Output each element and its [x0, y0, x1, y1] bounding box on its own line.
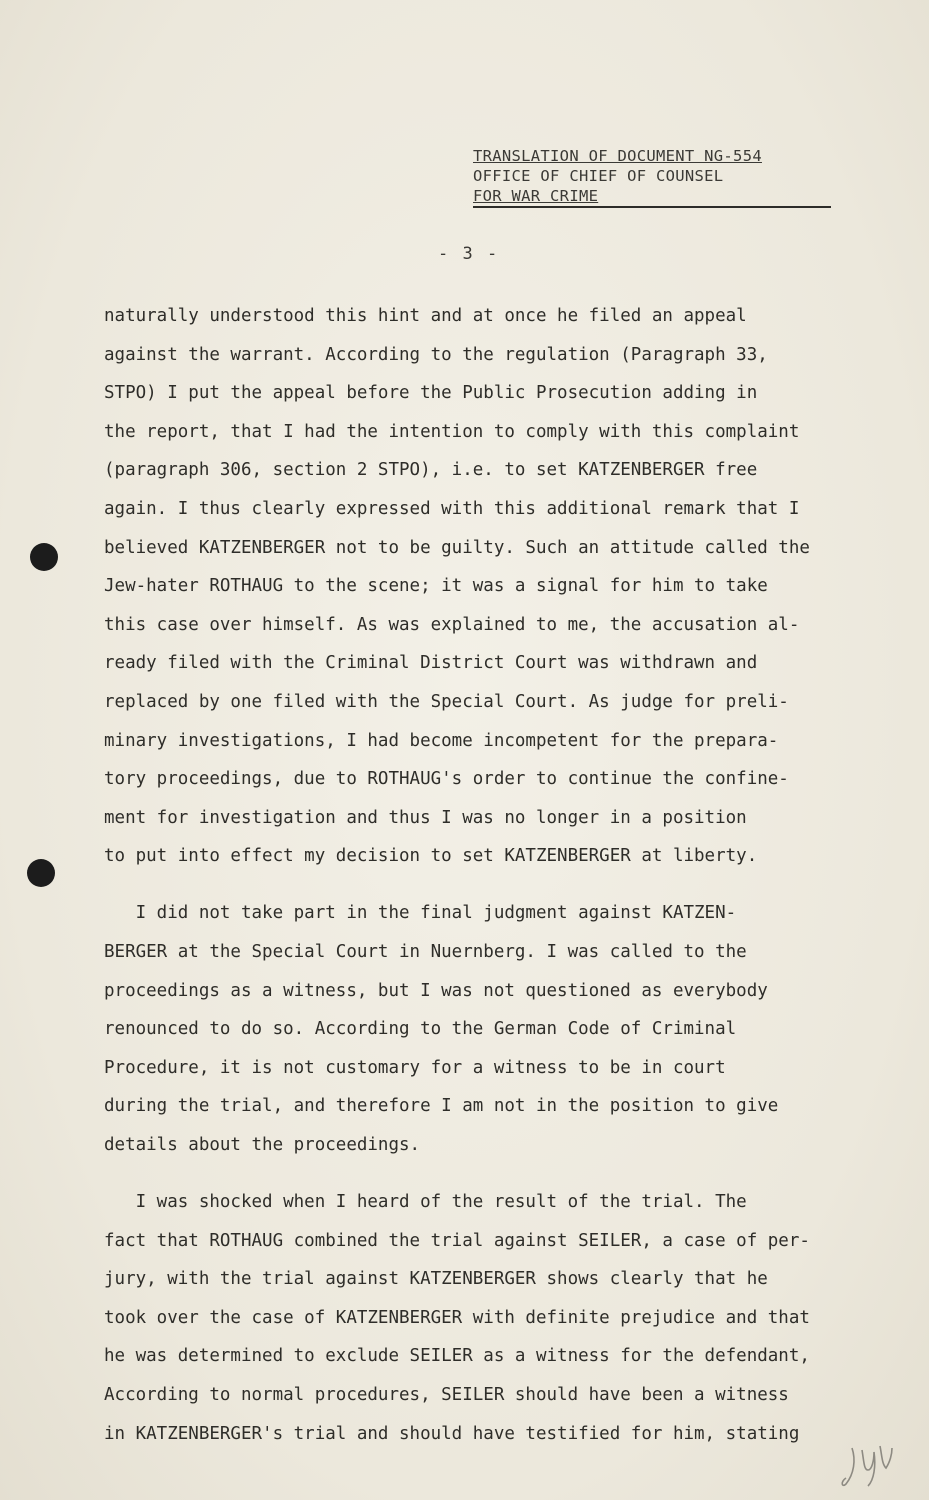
- text-line: against the warrant. According to the regulation (Paragraph 33,: [104, 344, 768, 365]
- text-line: this case over himself. As was explained to me, the accusation al-: [104, 614, 800, 635]
- body-text: [104, 297, 884, 1453]
- paragraph-3: [104, 1183, 884, 1453]
- text-line: minary investigations, I had become incompetent for the prepara-: [104, 730, 779, 751]
- handwritten-initials: [838, 1440, 898, 1490]
- text-line: I was shocked when I heard of the result of the trial. The: [104, 1192, 747, 1213]
- text-line: took over the case of KATZENBERGER with definite prejudice and that: [104, 1307, 810, 1328]
- text-line: STPO) I put the appeal before the Public Prosecution adding in: [104, 383, 758, 404]
- text-line: to put into effect my decision to set KATZENBERGER at liberty.: [104, 846, 758, 867]
- text-line: Jew-hater ROTHAUG to the scene; it was a signal for him to take: [104, 576, 768, 597]
- paragraph-1: [104, 297, 884, 876]
- text-line: details about the proceedings.: [104, 1134, 421, 1155]
- text-line: replaced by one filed with the Special Court. As judge for preli-: [104, 691, 789, 712]
- document-header: [473, 146, 831, 206]
- punch-hole-bottom: [27, 859, 55, 887]
- text-line: I did not take part in the final judgment against KATZEN-: [104, 903, 737, 924]
- text-line: (paragraph 306, section 2 STPO), i.e. to set KATZENBERGER free: [104, 460, 758, 481]
- text-line: naturally understood this hint and at once he filed an appeal: [104, 306, 747, 326]
- header-line-3: FOR WAR CRIME: [473, 187, 599, 205]
- text-line: fact that ROTHAUG combined the trial against SEILER, a case of per-: [104, 1230, 810, 1251]
- text-line: BERGER at the Special Court in Nuernberg. I was called to the: [104, 942, 747, 962]
- text-line: Procedure, it is not customary for a witness to be in court: [104, 1057, 726, 1078]
- page-number: - 3 -: [438, 244, 500, 264]
- text-line: he was determined to exclude SEILER as a witness for the defendant,: [104, 1346, 810, 1367]
- text-line: ready filed with the Criminal District Court was withdrawn and: [104, 653, 758, 674]
- header-line-1: TRANSLATION OF DOCUMENT NG-554: [473, 147, 762, 165]
- text-line: in KATZENBERGER's trial and should have testified for him, stating: [104, 1423, 800, 1444]
- text-line: believed KATZENBERGER not to be guilty. Such an attitude called the: [104, 537, 810, 558]
- text-line: According to normal procedures, SEILER should have been a witness: [104, 1385, 789, 1406]
- header-line-2: OFFICE OF CHIEF OF COUNSEL: [473, 167, 724, 185]
- punch-hole-top: [30, 543, 58, 571]
- text-line: again. I thus clearly expressed with this additional remark that I: [104, 498, 800, 519]
- text-line: ment for investigation and thus I was no longer in a position: [104, 807, 747, 828]
- text-line: during the trial, and therefore I am not in the position to give: [104, 1096, 779, 1117]
- text-line: jury, with the trial against KATZENBERGER shows clearly that he: [104, 1269, 768, 1290]
- text-line: tory proceedings, due to ROTHAUG's order to continue the confine-: [104, 769, 789, 790]
- header-rule: [473, 206, 831, 208]
- text-line: proceedings as a witness, but I was not questioned as everybody: [104, 980, 768, 1001]
- text-line: the report, that I had the intention to comply with this complaint: [104, 421, 800, 442]
- text-line: renounced to do so. According to the German Code of Criminal: [104, 1019, 737, 1040]
- paragraph-2: [104, 894, 884, 1164]
